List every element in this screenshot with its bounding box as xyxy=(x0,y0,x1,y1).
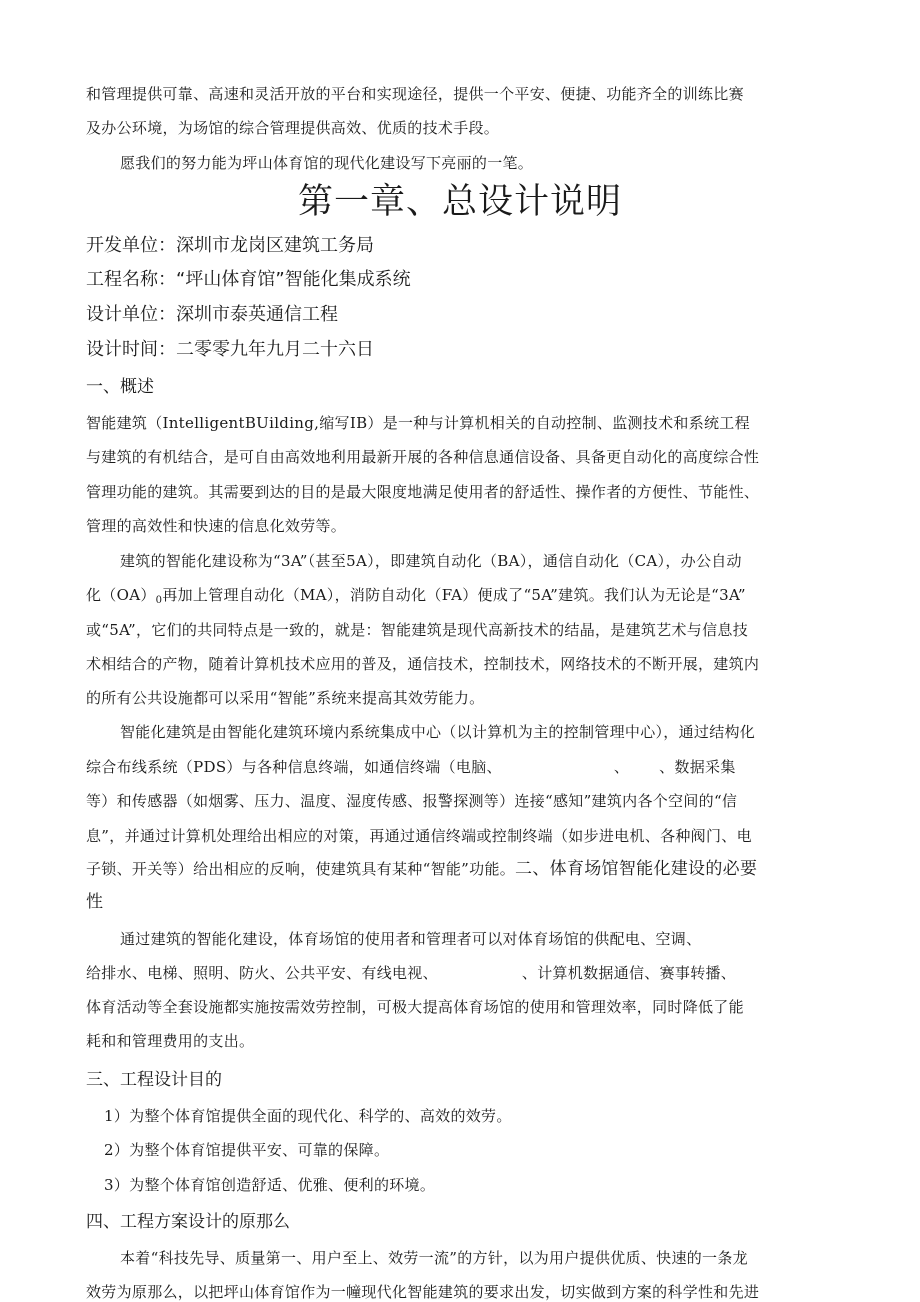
overview-p1-line-2: 与建筑的有机结合，是可自由高效地利用最新开展的各种信息通信设备、具备更自动化的高度综合性 xyxy=(86,448,760,466)
overview-p3-line-4: 息”，并通过计算机处理给出相应的对策，再通过通信终端或控制终端（如步进电机、各种阀门、电 xyxy=(86,827,752,845)
intro-line-3: 愿我们的努力能为坪山体育馆的现代化建设写下亮丽的一笔。 xyxy=(120,154,534,172)
overview-p3-line-5 xyxy=(86,859,757,879)
info-time: 设计时间：二零零九年九月二十六日 xyxy=(86,339,374,360)
section-heading-principles: 四、工程方案设计的原那么 xyxy=(86,1212,290,1232)
info-designer: 设计单位：深圳市泰英通信工程 xyxy=(86,304,338,325)
overview-p1-line-1: 智能建筑（IntelligentBUilding,缩写IB）是一种与计算机相关的自动控制、监测技术和系统工程 xyxy=(86,414,750,432)
necessity-line-2-b: 、计算机数据通信、赛事转播、 xyxy=(521,964,737,982)
overview-p2-line-2 xyxy=(86,585,746,611)
necessity-line-1: 通过建筑的智能化建设，体育场馆的使用者和管理者可以对体育场馆的供配电、空调、 xyxy=(120,930,702,948)
overview-p3-line-3: 等）和传感器（如烟雾、压力、温度、湿度传感、报警探测等）连接“感知”建筑内各个空间的“信 xyxy=(86,792,738,810)
goal-item-3: 3）为整个体育馆创造舒适、优雅、便利的环境。 xyxy=(104,1176,436,1194)
overview-p2-line-4: 术相结合的产物，随着计算机技术应用的普及，通信技术，控制技术，网络技术的不断开展，建筑内 xyxy=(86,655,760,673)
intro-line-1: 和管理提供可靠、高速和灵活开放的平台和实现途径，提供一个平安、便捷、功能齐全的训练比赛 xyxy=(86,85,744,103)
overview-p2-line-2-rest: 再加上管理自动化（MA），消防自动化（FA）便成了“5A”建筑。我们认为无论是“3A” xyxy=(162,586,746,604)
overview-p1-line-3: 管理功能的建筑。其需要到达的目的是最大限度地满足使用者的舒适性、操作者的方便性、节能性、 xyxy=(86,483,760,501)
section-heading-necessity: 二、体育场馆智能化建设的必要 xyxy=(515,859,758,879)
overview-p3-line-2 xyxy=(86,757,736,777)
overview-p3-line-5-text: 子锁、开关等）给出相应的反响，使建筑具有某种“智能”功能。 xyxy=(86,860,516,878)
goal-item-1: 1）为整个体育馆提供全面的现代化、科学的、高效的效劳。 xyxy=(104,1107,512,1125)
overview-p3-line-2-a: 综合布线系统（PDS）与各种信息终端，如通信终端（电脑、 xyxy=(86,758,502,776)
overview-p3-line-1: 智能化建筑是由智能化建筑环境内系统集成中心（以计算机为主的控制管理中心），通过结构化 xyxy=(120,723,756,741)
necessity-line-2 xyxy=(86,963,736,983)
goal-item-2: 2）为整个体育馆提供平安、可靠的保障。 xyxy=(104,1141,390,1159)
necessity-line-4: 耗和和管理费用的支出。 xyxy=(86,1032,255,1050)
overview-p2-line-5: 的所有公共设施都可以采用“智能”系统来提高其效劳能力。 xyxy=(86,689,485,707)
necessity-line-3: 体育活动等全套设施都实施按需效劳控制，可极大提高体育场馆的使用和管理效率，同时降低了能 xyxy=(86,998,744,1016)
overview-p2-line-3: 或“5A”，它们的共同特点是一致的，就是：智能建筑是现代高新技术的结晶，是建筑艺术与信息技 xyxy=(86,621,749,639)
info-developer: 开发单位：深圳市龙岗区建筑工务局 xyxy=(86,235,374,256)
necessity-line-2-a: 给排水、电梯、照明、防火、公共平安、有线电视、 xyxy=(86,964,438,982)
section-heading-overview: 一、概述 xyxy=(86,377,154,397)
overview-p2-line-1: 建筑的智能化建设称为“3A”（甚至5A），即建筑自动化（BA），通信自动化（CA），办公自动 xyxy=(120,552,742,570)
info-project: 工程名称：“坪山体育馆”智能化集成系统 xyxy=(86,269,411,290)
overview-p3-line-2-c: 、数据采集 xyxy=(659,758,736,776)
overview-p3-line-2-b: 、 xyxy=(613,758,630,776)
chapter-title: 第一章、总设计说明 xyxy=(297,182,622,222)
intro-line-2: 及办公环境，为场馆的综合管理提供高效、优质的技术手段。 xyxy=(86,119,500,137)
section-heading-goals: 三、工程设计目的 xyxy=(86,1070,222,1090)
subscript-zero: 0 xyxy=(155,595,163,606)
section-heading-necessity-tail: 性 xyxy=(86,892,103,912)
overview-p2-line-2-start: 化（OA） xyxy=(86,586,156,604)
principles-line-2: 效劳为原那么，以把坪山体育馆作为一幢现代化智能建筑的要求出发，切实做到方案的科学性和先进 xyxy=(86,1283,760,1301)
overview-p1-line-4: 管理的高效性和快速的信息化效劳等。 xyxy=(86,517,347,535)
principles-line-1: 本着“科技先导、质量第一、用户至上、效劳一流”的方针，以为用户提供优质、快速的一条龙 xyxy=(120,1249,748,1267)
